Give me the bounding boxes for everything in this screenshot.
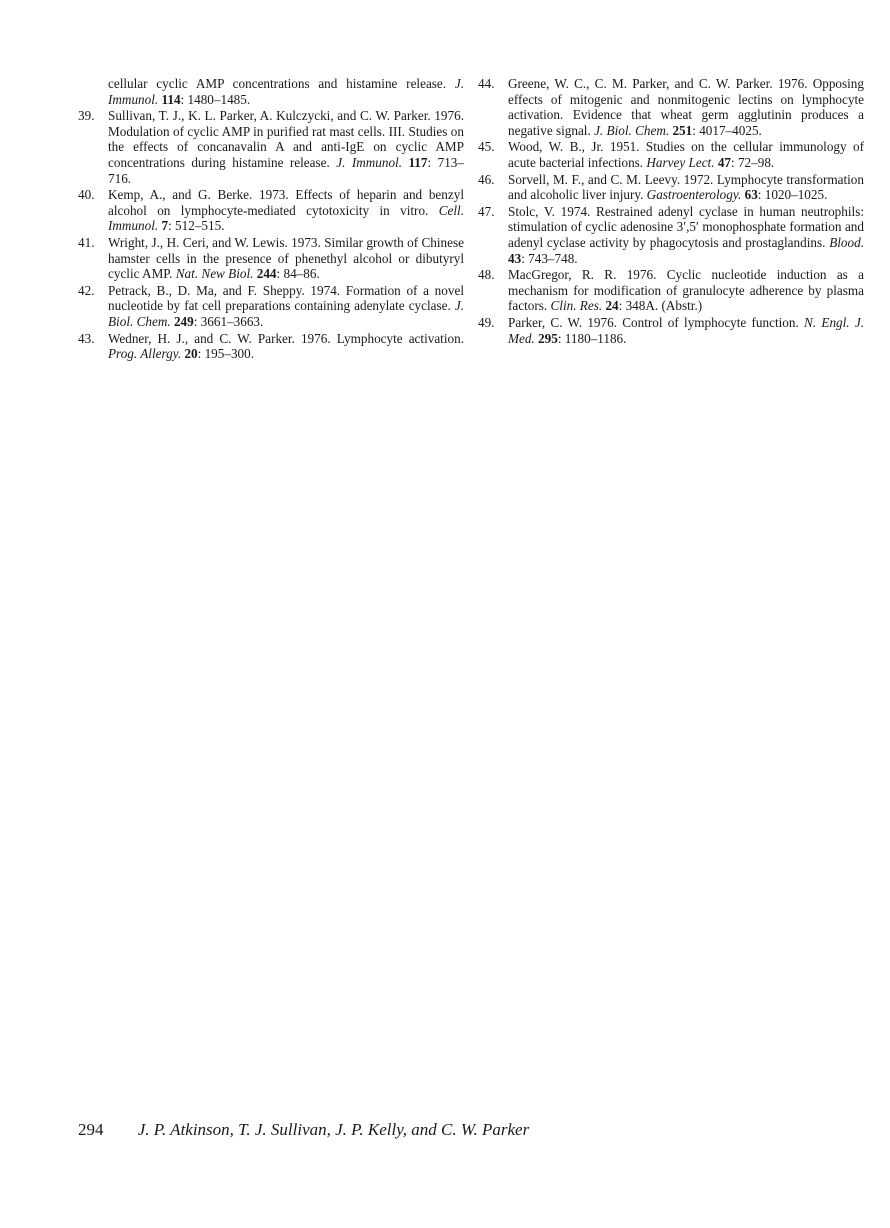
reference-item: 39. Sullivan, T. J., K. L. Parker, A. Kulczycki, and C. W. Parker. 1976. Modulation of cyclic AMP in purified rat mast cells. III. Studies on the effects of concanavalin A and anti-IgE on cyclic AMP concentrations during histamine release. J. Immunol. 117: 713–716. — [78, 108, 464, 186]
right-reference-column — [478, 76, 864, 347]
reference-item: 44. Greene, W. C., C. M. Parker, and C. W. Parker. 1976. Opposing effects of mitogenic and nonmitogenic lectins on lymphocyte activation. Evidence that wheat germ agglutinin produces a negative signal. J. Biol. Chem. 251: 4017–4025. — [478, 76, 864, 138]
reference-item: 48. MacGregor, R. R. 1976. Cyclic nucleotide induction as a mechanism for modification of granulocyte adherence by plasma factors. Clin. Res. 24: 348A. (Abstr.) — [478, 267, 864, 314]
reference-item: 40. Kemp, A., and G. Berke. 1973. Effects of heparin and benzyl alcohol on lymphocyte-mediated cytotoxicity in vitro. Cell. Immunol. 7: 512–515. — [78, 187, 464, 234]
reference-item: 46. Sorvell, M. F., and C. M. Leevy. 1972. Lymphocyte transformation and alcoholic liver injury. Gastroenterology. 63: 1020–1025. — [478, 171, 864, 203]
page-footer — [78, 1120, 529, 1140]
running-authors: J. P. Atkinson, T. J. Sullivan, J. P. Kelly, and C. W. Parker — [137, 1120, 530, 1139]
reference-item: 45. Wood, W. B., Jr. 1951. Studies on the cellular immunology of acute bacterial infections. Harvey Lect. 47: 72–98. — [478, 139, 864, 170]
reference-item: 41. Wright, J., H. Ceri, and W. Lewis. 1973. Similar growth of Chinese hamster cells in the presence of phenethyl alcohol or dibutyryl cyclic AMP. Nat. New Biol. 244: 84–86. — [78, 234, 464, 282]
page-number: 294 — [78, 1120, 104, 1139]
left-reference-column — [78, 76, 464, 363]
reference-item: 47. Stolc, V. 1974. Restrained adenyl cyclase in human neutrophils: stimulation of cyclic adenosine 3′,5′ monophosphate formation and adenyl cyclase activity by phagocytosis and prostaglandins. Blood. 43: 743–748. — [478, 203, 864, 266]
reference-item: 49. Parker, C. W. 1976. Control of lymphocyte function. N. Engl. J. Med. 295: 1180–1186. — [478, 314, 864, 346]
reference-item: 43. Wedner, H. J., and C. W. Parker. 1976. Lymphocyte activation. Prog. Allergy. 20: 195–300. — [78, 330, 464, 362]
reference-item: 42. Petrack, B., D. Ma, and F. Sheppy. 1974. Formation of a novel nucleotide by fat cell preparations containing adenylate cyclase. J. Biol. Chem. 249: 3661–3663. — [78, 282, 464, 329]
reference-item: cellular cyclic AMP concentrations and histamine release. J. Immunol. 114: 1480–1485. — [108, 76, 464, 107]
